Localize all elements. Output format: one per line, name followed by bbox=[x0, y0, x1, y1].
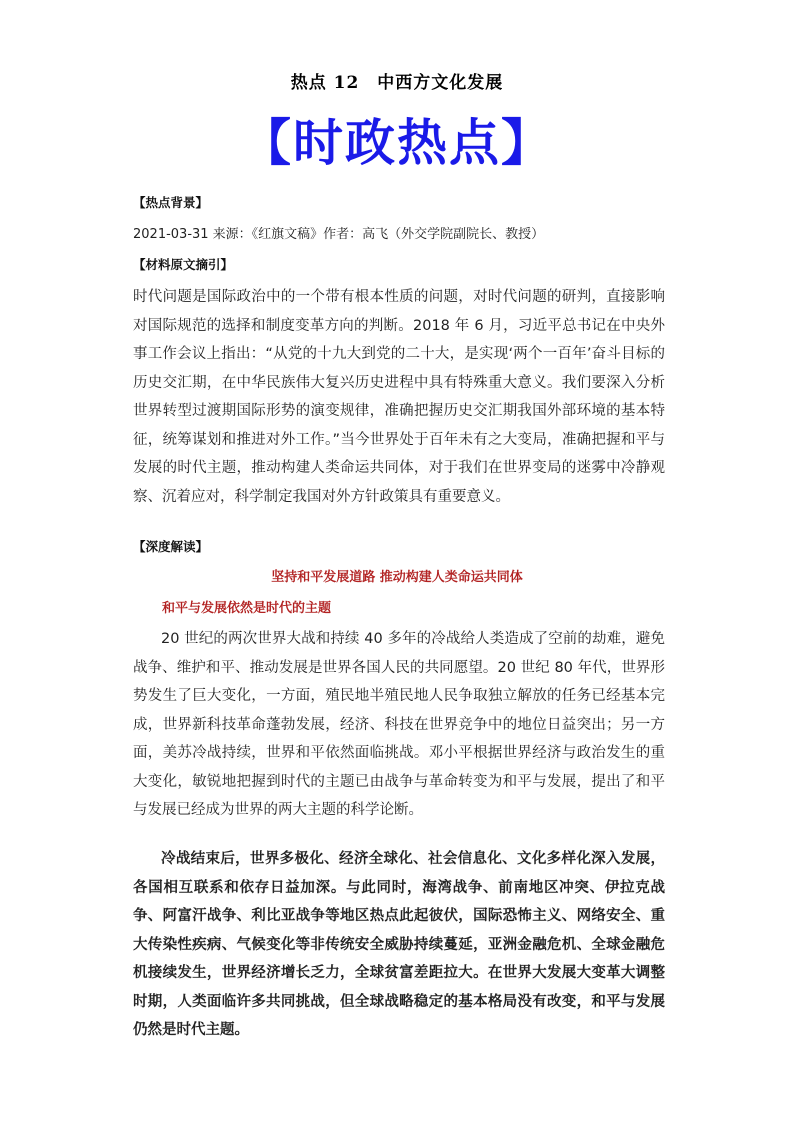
analysis-subhead: 和平与发展依然是时代的主题 bbox=[162, 601, 332, 616]
section-label-background: 【热点背景】 bbox=[133, 195, 209, 210]
source-meta: 2021-03-31 来源：《红旗文稿》作者：高飞（外交学院副院长、教授） bbox=[133, 227, 545, 242]
section-label-excerpt: 【材料原文摘引】 bbox=[133, 257, 234, 272]
banner-heading: 【时政热点】 bbox=[241, 114, 553, 172]
excerpt-paragraph: 时代问题是国际政治中的一个带有根本性质的问题，对时代问题的研判，直接影响对国际规范的选择和制度变革方向的判断。2018 年 6 月，习近平总书记在中央外事工作会议上指出：“从党的十九大到党的二十大，是实现‘两个一百年’奋斗目标的历史交汇期，在中华民族伟大复兴历史进程中具有特殊重大意义。我们要深入分析世界转型过渡期国际形势的演变规律，准确把握历史交汇期我国外部环境的基本特征，统筹谋划和推进对外工作。”当今世界处于百年未有之大变局，准确把握和平与发展的时代主题，推动构建人类命运共同体，对于我们在世界变局的迷雾中冷静观察、沉着应对，科学制定我国对外方针政策具有重要意义。 bbox=[133, 289, 665, 505]
analysis-title: 坚持和平发展道路 推动构建人类命运共同体 bbox=[271, 570, 523, 585]
analysis-paragraph-2: 冷战结束后，世界多极化、经济全球化、社会信息化、文化多样化深入发展，各国相互联系和依存日益加深。与此同时，海湾战争、前南地区冲突、伊拉克战争、阿富汗战争、利比亚战争等地区热点此起彼伏，国际恐怖主义、网络安全、重大传染性疾病、气候变化等非传统安全威胁持续蔓延，亚洲金融危机、全球金融危机接续发生，世界经济增长乏力，全球贫富差距拉大。在世界大发展大变革大调整时期，人类面临许多共同挑战，但全球战略稳定的基本格局没有改变，和平与发展仍然是时代主题。 bbox=[133, 851, 665, 1038]
page-title: 热点 12 中西方文化发展 bbox=[290, 73, 504, 93]
section-label-analysis: 【深度解读】 bbox=[133, 539, 209, 554]
analysis-paragraph-1: 20 世纪的两次世界大战和持续 40 多年的冷战给人类造成了空前的劫难，避免战争、维护和平、推动发展是世界各国人民的共同愿望。20 世纪 80 年代，世界形势发生了巨大变化，一方面，殖民地半殖民地人民争取独立解放的任务已经基本完成，世界新科技革命蓬勃发展，经济、科技在世界竞争中的地位日益突出；另一方面，美苏冷战持续，世界和平依然面临挑战。邓小平根据世界经济与政治发生的重大变化，敏锐地把握到时代的主题已由战争与革命转变为和平与发展，提出了和平与发展已经成为世界的两大主题的科学论断。 bbox=[133, 631, 665, 818]
